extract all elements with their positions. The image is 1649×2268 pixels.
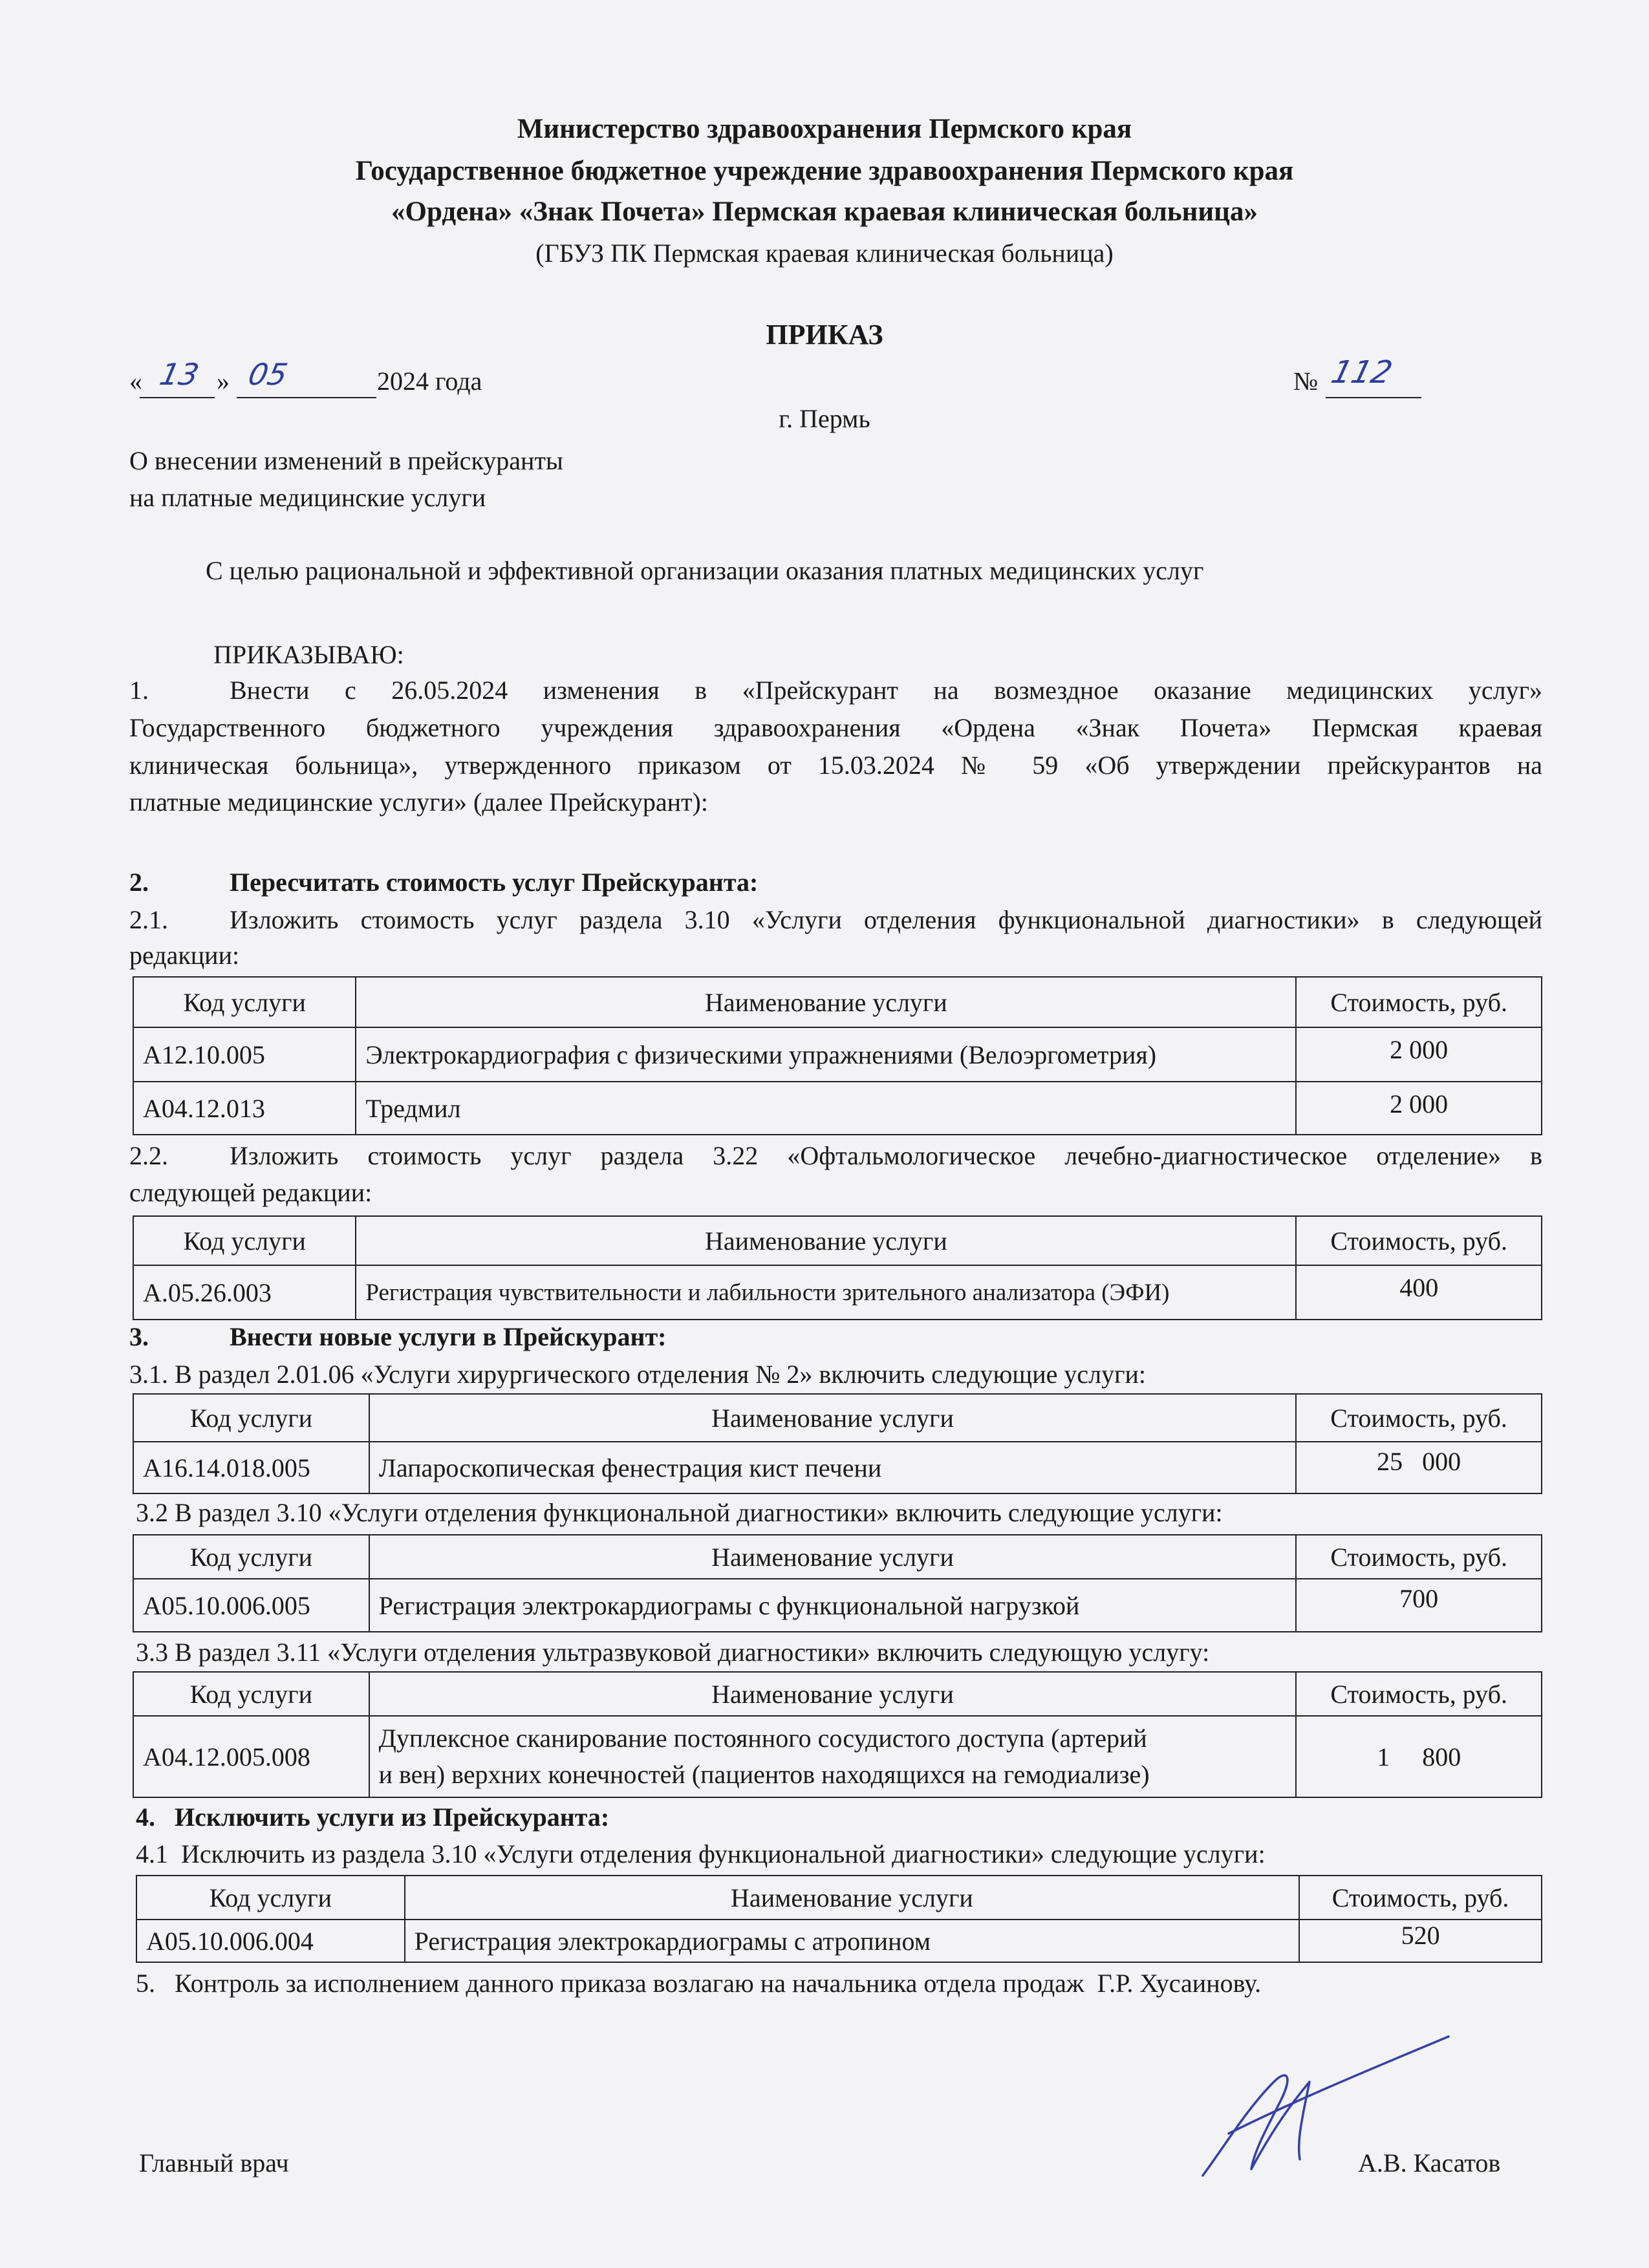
p32-text: 3.2 В раздел 3.10 «Услуги отделения функциональной диагностики» включить следующие услуги: [136,1498,1223,1527]
header-code: Код услуги [133,977,356,1027]
service-price: 2 000 [1296,1027,1542,1082]
p21-line-1: Изложить стоимость услуг раздела 3.10 «Услуги отделения функциональной диагностики» в следующей [230,905,1542,934]
service-name: Регистрация электрокардиограмы с функциональной нагрузкой [369,1579,1297,1632]
p3-heading: Внести новые услуги в Прейскурант: [230,1322,667,1351]
institution-name: «Ордена» «Знак Почета» Пермская краевая клиническая больница» [391,197,1258,227]
header-code: Код услуги [133,1672,369,1716]
service-price: 1 800 [1296,1716,1542,1797]
service-name: Тредмил [356,1082,1296,1135]
table-2-2 [133,1215,1542,1320]
table-header-row [133,1394,1542,1442]
service-price: 2 000 [1296,1082,1542,1135]
header-price: Стоимость, руб. [1296,977,1542,1027]
p21-line-2: редакции: [129,941,240,970]
date-open-quote: « [129,367,142,396]
table-header-row [133,1216,1542,1265]
service-name [369,1716,1297,1797]
handwritten-month: 05 [245,357,291,392]
institution-title: Государственное бюджетное учреждение здравоохранения Пермского края [355,156,1294,186]
p1-line-2: Государственного бюджетного учреждения здравоохранения «Ордена «Знак Почета» Пермская краевая [129,713,1542,742]
p2-number: 2. [129,868,149,897]
order-word: ПРИКАЗЫВАЮ: [213,640,404,669]
p2-heading: Пересчитать стоимость услуг Прейскуранта: [230,868,759,897]
header-code: Код услуги [133,1216,356,1265]
service-name: Лапароскопическая фенестрация кист печени [369,1442,1296,1493]
table-row [133,1027,1542,1082]
service-price: 520 [1299,1920,1542,1962]
service-price: 700 [1296,1579,1542,1632]
date-year: 2024 года [377,367,482,396]
signature-name: А.В. Касатов [1358,2148,1501,2177]
handwritten-signature [1190,2030,1461,2185]
ministry-title: Министерство здравоохранения Пермского края [517,114,1132,144]
table-header-row [133,1535,1542,1579]
header-price: Стоимость, руб. [1296,1672,1542,1716]
p33-text: 3.3 В раздел 3.11 «Услуги отделения ультразвуковой диагностики» включить следующую услугу: [136,1638,1210,1667]
service-name-line-1: Дуплексное сканирование постоянного сосудистого доступа (артерий [378,1724,1147,1753]
service-code: A05.10.006.005 [133,1579,369,1632]
p21-number: 2.1. [129,905,168,934]
service-code: A04.12.013 [133,1082,356,1135]
header-code: Код услуги [133,1535,369,1579]
table-3-3 [133,1671,1542,1798]
date-close-quote: » [217,367,230,396]
p22-number: 2.2. [129,1141,168,1170]
table-row [133,1442,1542,1493]
p1-line-3: клиническая больница», утвержденного приказом от 15.03.2024 № 59 «Об утверждении прейскурантов на [129,751,1542,780]
p5-text: 5. Контроль за исполнением данного приказа возлагаю на начальника отдела продаж Г.Р. Хусаинову. [136,1969,1262,1998]
table-3-1 [133,1393,1542,1494]
service-price: 400 [1296,1265,1542,1320]
service-name: Регистрация чувствительности и лабильности зрительного анализатора (ЭФИ) [356,1265,1296,1320]
service-code: A04.12.005.008 [133,1716,369,1797]
table-row [136,1920,1542,1962]
table-row [133,1579,1542,1632]
table-3-2 [133,1534,1542,1632]
header-name: Наименование услуги [405,1876,1300,1920]
service-name: Электрокардиография с физическими упражнениями (Велоэргометрия) [356,1027,1296,1082]
purpose-text: С целью рациональной и эффективной организации оказания платных медицинских услуг [206,556,1204,585]
header-price: Стоимость, руб. [1296,1394,1542,1442]
p4-heading: 4. Исключить услуги из Прейскуранта: [136,1803,610,1832]
order-title: ПРИКАЗ [766,319,883,350]
table-header-row [133,1672,1542,1716]
header-price: Стоимость, руб. [1299,1876,1542,1920]
table-row [133,1716,1542,1797]
service-code: A.05.26.003 [133,1265,356,1320]
order-number-sign: № [1293,367,1319,396]
p22-line-1: Изложить стоимость услуг раздела 3.22 «Офтальмологическое лечебно-диагностическое отделение» в [230,1141,1542,1170]
header-code: Код услуги [133,1394,369,1442]
p41-text: 4.1 Исключить из раздела 3.10 «Услуги отделения функциональной диагностики» следующие услуги: [136,1839,1266,1868]
header-name: Наименование услуги [369,1394,1296,1442]
service-code: A12.10.005 [133,1027,356,1082]
subject-line-1: О внесении изменений в прейскуранты [129,446,563,475]
subject-line-2: на платные медицинские услуги [129,483,486,512]
table-2-1 [133,976,1542,1135]
service-code: A05.10.006.004 [136,1920,405,1962]
city: г. Пермь [779,404,870,433]
header-name: Наименование услуги [369,1672,1297,1716]
table-header-row [133,977,1542,1027]
table-row [133,1082,1542,1135]
p3-number: 3. [129,1322,149,1351]
p1-line-1: Внести с 26.05.2024 изменения в «Прейскурант на возмездное оказание медицинских услуг» [230,676,1542,705]
service-name-line-2: и вен) верхних конечностей (пациентов находящихся на гемодиализе) [378,1760,1150,1789]
header-name: Наименование услуги [356,977,1296,1027]
header-price: Стоимость, руб. [1296,1535,1542,1579]
service-code: A16.14.018.005 [133,1442,369,1493]
p31-text: 3.1. В раздел 2.01.06 «Услуги хирургического отделения № 2» включить следующие услуги: [129,1360,1147,1389]
p1-number: 1. [129,676,149,705]
table-4-1 [136,1875,1542,1963]
p22-line-2: следующей редакции: [129,1178,372,1207]
service-name: Регистрация электрокардиограмы с атропином [405,1920,1300,1962]
institution-abbr: (ГБУЗ ПК Пермская краевая клиническая больница) [535,239,1114,268]
table-header-row [136,1876,1542,1920]
header-name: Наименование услуги [369,1535,1297,1579]
header-code: Код услуги [136,1876,405,1920]
handwritten-day: 13 [156,357,202,392]
header-name: Наименование услуги [356,1216,1296,1265]
service-price: 25 000 [1296,1442,1542,1493]
table-row [133,1265,1542,1320]
header-price: Стоимость, руб. [1296,1216,1542,1265]
p1-line-4: платные медицинские услуги» (далее Прейскурант): [129,787,708,817]
handwritten-order-number: 112 [1328,354,1396,390]
signature-position: Главный врач [139,2148,289,2177]
